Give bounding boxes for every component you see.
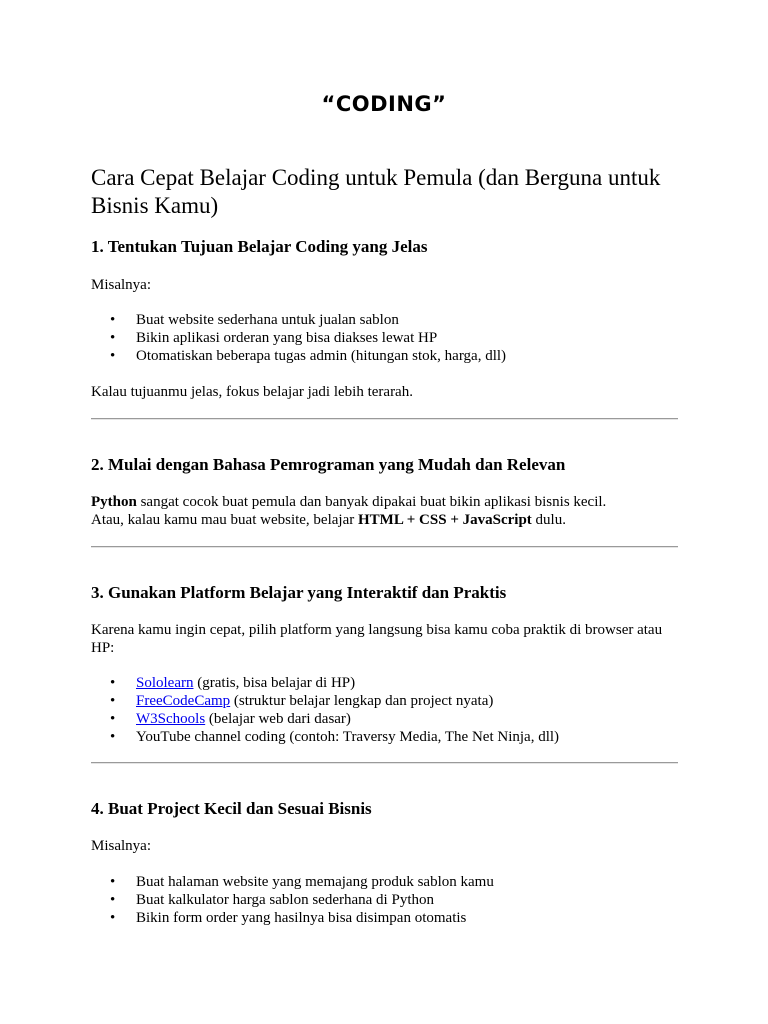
section-2-heading: 2. Mulai dengan Bahasa Pemrograman yang Mudah dan Relevan	[91, 455, 566, 474]
section-3-intro-block	[91, 621, 681, 657]
list-item: • Sololearn (gratis, bisa belajar di HP)	[110, 675, 356, 691]
section-1-intro-block	[91, 276, 681, 294]
section-3-list	[91, 674, 681, 746]
main-heading: Cara Cepat Belajar Coding untuk Pemula (dan Berguna untuk Bisnis Kamu)	[91, 165, 661, 218]
document-title: “CODING”	[321, 92, 447, 116]
section-2-line-1: Python sangat cocok buat pemula dan banyak dipakai buat bikin aplikasi bisnis kecil.	[91, 494, 607, 510]
divider	[91, 762, 678, 764]
bullet-icon: •	[110, 910, 116, 926]
web-stack-label: HTML + CSS + JavaScript	[358, 512, 532, 528]
section-3-heading: 3. Gunakan Platform Belajar yang Interaktif dan Praktis	[91, 583, 507, 602]
section-4-intro-block	[91, 837, 681, 855]
freecodecamp-link[interactable]: FreeCodeCamp	[136, 693, 231, 709]
section-3-list-block	[91, 674, 681, 746]
section-4-heading-block	[91, 799, 681, 819]
list-item: • Buat website sederhana untuk jualan sablon	[110, 312, 399, 328]
section-1-outro: Kalau tujuanmu jelas, fokus belajar jadi lebih terarah.	[91, 384, 413, 400]
bullet-icon: •	[110, 874, 116, 890]
sololearn-link[interactable]: Sololearn	[136, 675, 194, 691]
bullet-icon: •	[110, 330, 116, 346]
list-item: • Bikin form order yang hasilnya bisa disimpan otomatis	[110, 910, 467, 926]
section-3-intro: Karena kamu ingin cepat, pilih platform yang langsung bisa kamu coba praktik di browser atau HP:	[91, 622, 663, 656]
bullet-icon: •	[110, 711, 116, 727]
section-4-list-block	[91, 873, 681, 927]
section-1-heading-block	[91, 237, 681, 257]
bullet-icon: •	[110, 348, 116, 364]
section-4-intro: Misalnya:	[91, 838, 151, 854]
list-item: • YouTube channel coding (contoh: Traversy Media, The Net Ninja, dll)	[110, 729, 560, 745]
divider	[91, 546, 678, 548]
section-1-list	[91, 311, 681, 365]
section-2-body-block	[91, 493, 681, 529]
section-1-outro-block	[91, 383, 681, 401]
list-item: • Buat kalkulator harga sablon sederhana di Python	[110, 892, 434, 908]
section-2-heading-block	[91, 455, 681, 475]
section-1-heading: 1. Tentukan Tujuan Belajar Coding yang Jelas	[91, 237, 428, 256]
list-item: • Bikin aplikasi orderan yang bisa diakses lewat HP	[110, 330, 438, 346]
section-1-list-block	[91, 311, 681, 365]
list-item: • FreeCodeCamp (struktur belajar lengkap dan project nyata)	[110, 693, 494, 709]
list-item: • W3Schools (belajar web dari dasar)	[110, 711, 351, 727]
bullet-icon: •	[110, 729, 116, 745]
list-item: • Buat halaman website yang memajang produk sablon kamu	[110, 874, 494, 890]
w3schools-link[interactable]: W3Schools	[136, 711, 206, 727]
bullet-icon: •	[110, 675, 116, 691]
section-4-heading: 4. Buat Project Kecil dan Sesuai Bisnis	[91, 799, 372, 818]
bullet-icon: •	[110, 892, 116, 908]
bullet-icon: •	[110, 693, 116, 709]
section-4-list	[91, 873, 681, 927]
python-label: Python	[91, 494, 137, 510]
bullet-icon: •	[110, 312, 116, 328]
section-1-intro: Misalnya:	[91, 277, 151, 293]
section-2-line-2: Atau, kalau kamu mau buat website, belajar HTML + CSS + JavaScript dulu.	[91, 512, 566, 528]
list-item: • Otomatiskan beberapa tugas admin (hitungan stok, harga, dll)	[110, 348, 507, 364]
section-3-heading-block	[91, 583, 681, 603]
divider	[91, 418, 678, 420]
